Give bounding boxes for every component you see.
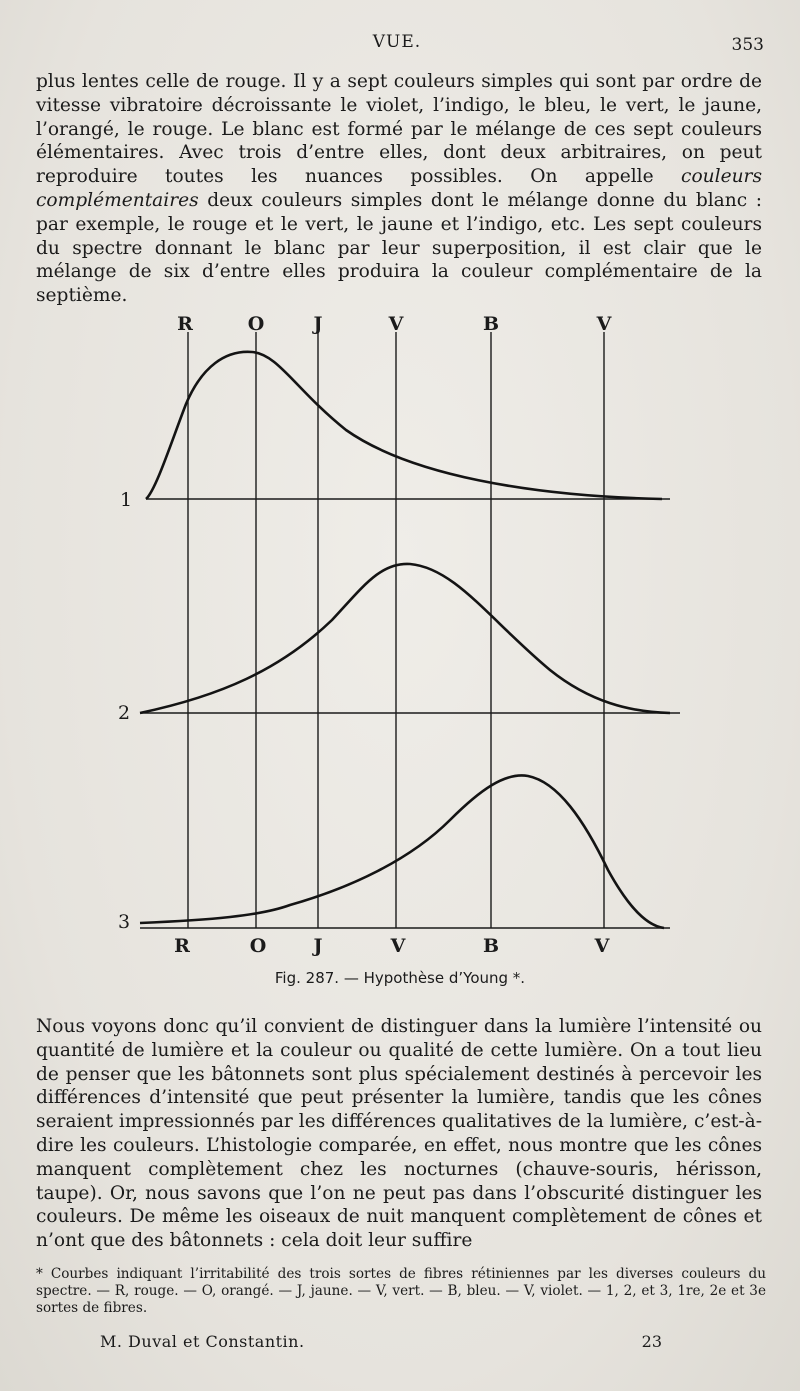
paragraph-1 — [36, 70, 762, 308]
top-label-violet: V — [596, 313, 612, 335]
page-number: 353 — [731, 35, 764, 55]
bottom-label-o: O — [249, 935, 267, 957]
row-label-3: 3 — [117, 911, 131, 933]
running-title: VUE. — [372, 32, 422, 52]
young-hypothesis-diagram — [110, 300, 690, 965]
bottom-labels — [174, 935, 611, 957]
top-label-o: O — [247, 313, 265, 335]
emphasized-term: couleurs complémentaires — [36, 166, 762, 211]
bottom-label-b: B — [482, 935, 500, 957]
bottom-label-v: V — [390, 935, 406, 957]
top-labels — [177, 313, 613, 335]
row-label-2: 2 — [117, 702, 131, 724]
paragraph-2: Nous voyons donc qu’il convient de distinguer dans la lumière l’intensité ou quantité de lumière et la couleur ou qualité de cette lumière. On a tout lieu de penser que les bâtonnets sont plus spécialement destinés à percevoir les différences d’intensité que peut présenter la lumière, tandis que les cônes seraient impressionnés par les différences qualitatives de la lumière, c’est-à-dire les couleurs. L’histologie comparée, en effet, nous montre que les cônes manquent complètement chez les nocturnes (chauve-souris, hérisson, taupe). Or, nous savons que l’on ne peut pas dans l’obscurité distinguer les couleurs. De même les oiseaux de nuit manquent complètement de cônes et n’ont que des bâtonnets : cela doit leur suffire — [36, 1016, 762, 1252]
curve-2 — [140, 564, 670, 713]
figure-287 — [110, 300, 690, 965]
figure-caption: Fig. 287. — Hypothèse d’Young *. — [274, 969, 526, 987]
top-label-r: R — [177, 313, 193, 335]
vertical-guides — [188, 332, 604, 928]
bottom-label-r: R — [174, 935, 190, 957]
page-footer — [100, 1332, 700, 1356]
row-labels — [118, 489, 132, 933]
footnote: * Courbes indiquant l’irritabilité des trois sortes de fibres rétiniennes par les diverses couleurs du spectre. — R, rouge. — O, orangé. — J, jaune. — V, vert. — B, bleu. — V, violet. — 1, 2, et 3, 1re, 2e et 3e sortes de fibres. — [36, 1266, 766, 1316]
top-label-v: V — [388, 313, 404, 335]
row-label-1: 1 — [119, 489, 133, 511]
top-label-b: B — [482, 313, 500, 335]
curves — [140, 352, 670, 928]
curve-3 — [140, 775, 664, 928]
page-header — [30, 32, 764, 58]
paragraph-1-start: plus lentes celle de rouge. Il y a sept couleurs simples qui sont par ordre de vitesse vibratoire décroissante le violet, l’indigo, le bleu, le vert, le jaune, l’orangé, le rouge. Le blanc est formé par le mélange de ces sept couleurs élémentaires. Avec trois d’entre elles, dont deux arbitraires, on peut reproduire toutes les nuances possibles. On appelle — [36, 71, 762, 188]
curve-1 — [146, 352, 662, 499]
bottom-label-j: J — [313, 935, 323, 957]
top-label-j: J — [313, 313, 323, 335]
paragraph-1-end: deux couleurs simples dont le mélange donne du blanc : par exemple, le rouge et le vert, le jaune et l’indigo, etc. Les sept couleurs du spectre donnant le blanc par leur superposition, il est clair que le mélange de six d’entre elles produira la couleur complémentaire de la septième. — [36, 189, 763, 307]
sheet-signature: 23 — [641, 1332, 662, 1351]
bottom-label-violet: V — [594, 935, 610, 957]
authors-signature: M. Duval et Constantin. — [100, 1332, 305, 1351]
